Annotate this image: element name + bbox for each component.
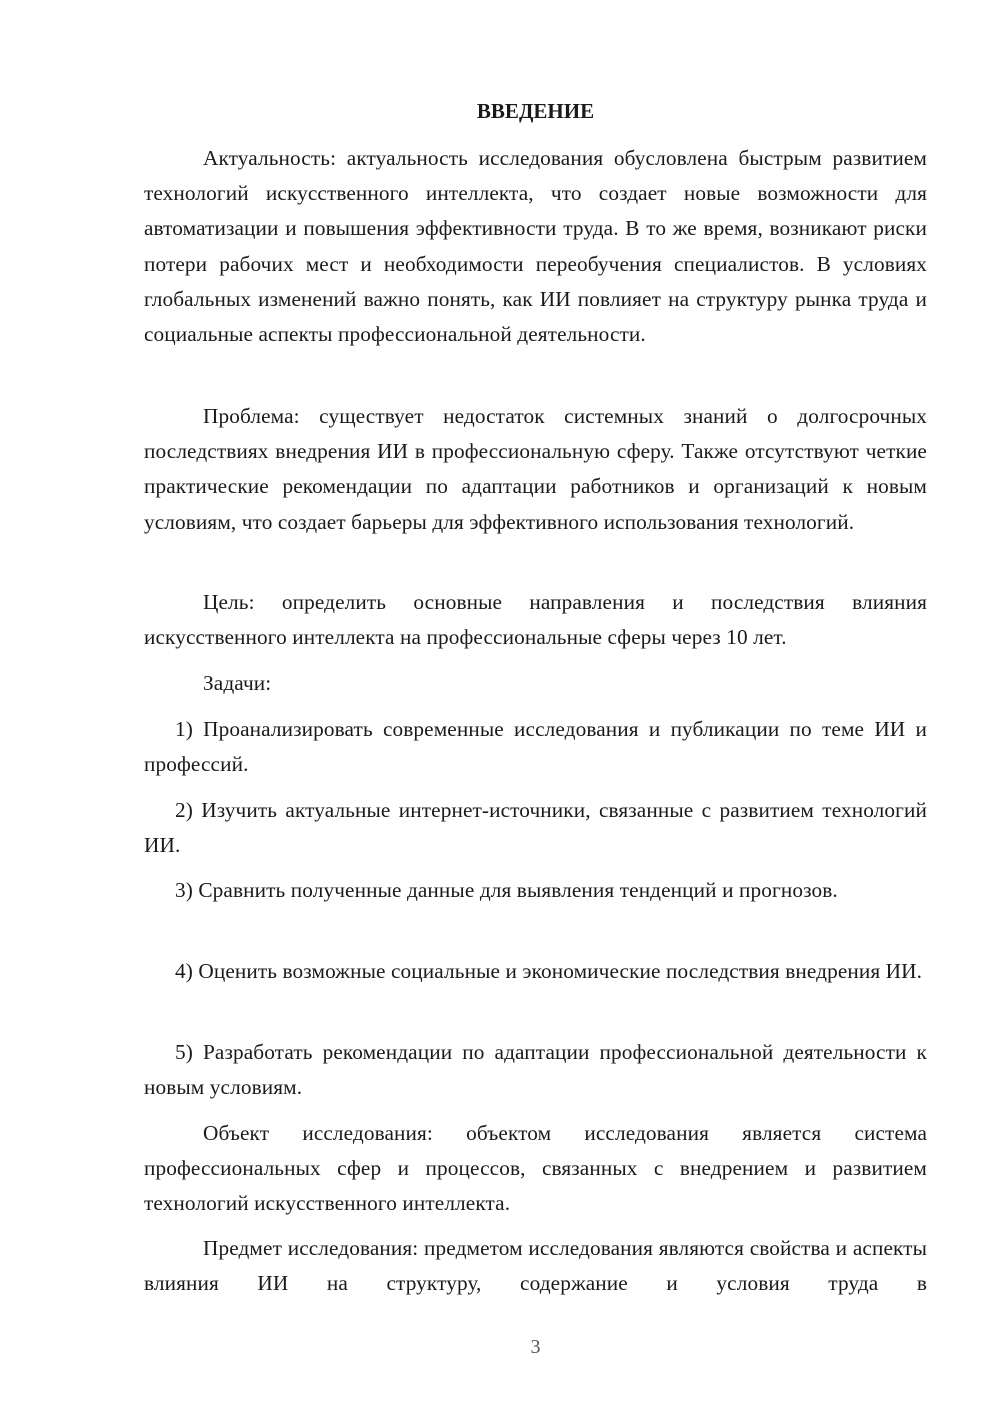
section-title: ВВЕДЕНИЕ bbox=[476, 99, 595, 123]
goal-paragraph: Цель: определить основные направления и последствия влияния искусственного интеллекта на профессиональные сферы через 10 лет. bbox=[144, 590, 927, 650]
task-item-2: 2) Изучить актуальные интернет-источники, связанные с развитием технологий ИИ. bbox=[144, 798, 927, 858]
problem-paragraph: Проблема: существует недостаток системных знаний о долгосрочных последствиях внедрения ИИ в профессиональную сферу. Также отсутствуют четкие практические рекомендации по адаптации работников и организаций к новым условиям, что создает барьеры для эффективного использования технологий. bbox=[144, 404, 927, 534]
task-item-1: 1) Проанализировать современные исследования и публикации по теме ИИ и профессий. bbox=[144, 717, 927, 777]
subject-paragraph: Предмет исследования: предметом исследования являются свойства и аспекты влияния ИИ на структуру, содержание и условия труда в bbox=[144, 1236, 927, 1296]
task-item-4: 4) Оценить возможные социальные и экономические последствия внедрения ИИ. bbox=[175, 959, 923, 983]
object-paragraph: Объект исследования: объектом исследования является система профессиональных сфер и процессов, связанных с внедрением и развитием технологий искусственного интеллекта. bbox=[144, 1121, 927, 1216]
tasks-heading: Задачи: bbox=[203, 671, 272, 695]
page-number: 3 bbox=[530, 1336, 541, 1358]
document-page bbox=[144, 0, 927, 1414]
task-item-3: 3) Сравнить полученные данные для выявления тенденций и прогнозов. bbox=[175, 878, 838, 902]
relevance-paragraph: Актуальность: актуальность исследования обусловлена быстрым развитием технологий искусственного интеллекта, что создает новые возможности для автоматизации и повышения эффективности труда. В то же время, возникают риски потери рабочих мест и необходимости переобучения специалистов. В условиях глобальных изменений важно понять, как ИИ повлияет на структуру рынка труда и социальные аспекты профессиональной деятельности. bbox=[144, 146, 927, 347]
task-item-5: 5) Разработать рекомендации по адаптации профессиональной деятельности к новым условиям. bbox=[144, 1040, 927, 1100]
